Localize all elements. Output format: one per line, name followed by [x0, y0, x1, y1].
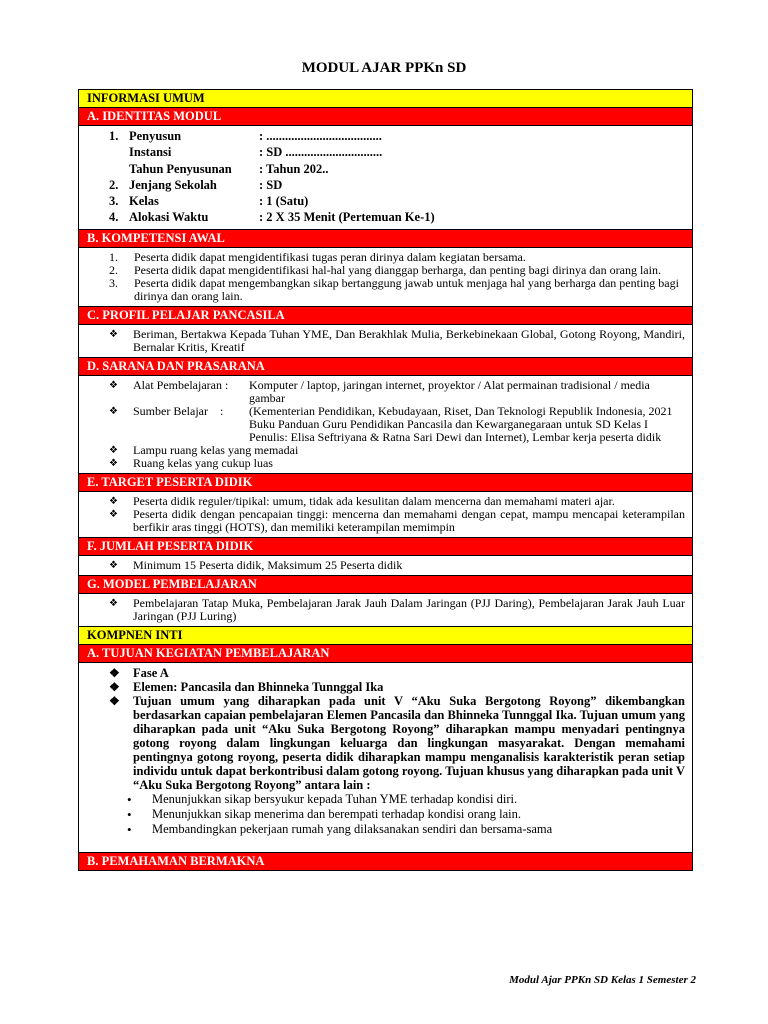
- section-komponen-inti: KOMPNEN INTI: [79, 627, 692, 645]
- tujuan-body: [79, 663, 692, 853]
- identitas-row: Instansi : SD ...............................: [129, 145, 383, 160]
- list-item: 2. Peserta didik dapat mengidentifikasi hal-hal yang dianggap berharga, dan penting bagi dirinya dan orang lain.: [109, 262, 661, 277]
- list-item: ❖ Beriman, Bertakwa Kepada Tuhan YME, Dan Berakhlak Mulia, Berkebinekaan Global, Gotong Royong, Mandiri, Bernalar Kritis, Kreatif: [109, 326, 685, 354]
- module-table: [78, 89, 693, 871]
- section-pemahaman-bermakna: B. PEMAHAMAN BERMAKNA: [79, 853, 692, 870]
- list-item: ❖ Elemen: Pancasila dan Bhinneka Tunnggal Ika: [109, 679, 384, 694]
- diamond-bullet-icon: ❖: [109, 597, 118, 609]
- list-item: • Menunjukkan sikap menerima dan berempati terhadap kondisi orang lain.: [127, 806, 521, 822]
- bullet-icon: •: [127, 791, 132, 807]
- list-item: • Menunjukkan sikap bersyukur kepada Tuhan YME terhadap kondisi diri.: [127, 791, 518, 807]
- document-title: MODUL AJAR PPKn SD: [301, 60, 467, 76]
- diamond-bullet-icon: ❖: [109, 328, 118, 340]
- sarana-body: [79, 376, 692, 474]
- target-body: [79, 492, 692, 538]
- list-item: 3. Peserta didik dapat mengembangkan sikap bertanggung jawab untuk menjaga hal yang berharga dan penting bagi dirinya dan orang lain.: [109, 275, 679, 303]
- diamond-bullet-icon: ❖: [109, 405, 118, 417]
- diamond-bullet-icon: ❖: [109, 559, 118, 571]
- section-model-pembelajaran: G. MODEL PEMBELAJARAN: [79, 576, 692, 594]
- diamond-bullet-icon: ❖: [109, 679, 120, 694]
- list-item: 1. Peserta didik dapat mengidentifikasi tugas peran dirinya dalam kegiatan bersama.: [109, 249, 526, 264]
- section-sarana-prasarana: D. SARANA DAN PRASARANA: [79, 358, 692, 376]
- kompetensi-awal-body: [79, 248, 692, 307]
- section-target-peserta: E. TARGET PESERTA DIDIK: [79, 474, 692, 492]
- section-kompetensi-awal: B. KOMPETENSI AWAL: [79, 230, 692, 248]
- profil-body: [79, 325, 692, 358]
- page-footer: Modul Ajar PPKn SD Kelas 1 Semester 2: [509, 974, 696, 986]
- list-item: ❖ Alat Pembelajaran : Komputer / laptop, jaringan internet, proyektor / Alat permainan tradisional / media gambar: [109, 377, 650, 405]
- section-identitas-modul: A. IDENTITAS MODUL: [79, 108, 692, 126]
- diamond-bullet-icon: ❖: [109, 693, 120, 708]
- diamond-bullet-icon: ❖: [109, 665, 120, 680]
- list-item: ❖ Lampu ruang kelas yang memadai: [109, 442, 299, 457]
- list-item: ❖ Fase A: [109, 665, 169, 680]
- identitas-row: 4. Alokasi Waktu : 2 X 35 Menit (Pertemuan Ke-1): [109, 210, 435, 225]
- diamond-bullet-icon: ❖: [109, 379, 118, 391]
- section-informasi-umum: INFORMASI UMUM: [79, 90, 692, 108]
- model-body: [79, 594, 692, 627]
- bullet-icon: •: [127, 806, 132, 822]
- section-profil-pelajar: C. PROFIL PELAJAR PANCASILA: [79, 307, 692, 325]
- list-item: • Membandingkan pekerjaan rumah yang dilaksanakan sendiri dan bersama-sama: [127, 821, 553, 837]
- identitas-row: 2. Jenjang Sekolah : SD: [109, 177, 283, 192]
- list-item: ❖ Peserta didik reguler/tipikal: umum, tidak ada kesulitan dalam mencerna dan memahami materi ajar.: [109, 493, 615, 508]
- diamond-bullet-icon: ❖: [109, 457, 118, 469]
- section-jumlah-peserta: F. JUMLAH PESERTA DIDIK: [79, 538, 692, 556]
- list-item: ❖ Tujuan umum yang diharapkan pada unit V “Aku Suka Bergotong Royong” dikembangkan berdasarkan capaian pembelajaran Elemen Pancasila dan Bhinneka Tunnggal Ika. Tujuan umum yang diharapkan pada unit “Aku Suka Bergotong Royong” diharapkan mampu menyadari pentingnya gotong royong dalam lingkungan keluarga dan lingkungan masyarakat. Dengan memahami pentingnya gotong royong, peserta didik diharapkan mampu menganalisis karakteristik peran setiap individu untuk dapat berkontribusi dalam gotong royong. Tujuan khusus yang diharapkan pada unit V “Aku Suka Bergotong Royong” antara lain :: [109, 693, 685, 792]
- section-tujuan-kegiatan: A. TUJUAN KEGIATAN PEMBELAJARAN: [79, 645, 692, 663]
- diamond-bullet-icon: ❖: [109, 444, 118, 456]
- list-item: ❖ Peserta didik dengan pencapaian tinggi: mencerna dan memahami dengan cepat, mampu mencapai keterampilan berfikir aras tinggi (HOTS), dan memiliki keterampilan memimpin: [109, 506, 685, 534]
- list-item: ❖ Sumber Belajar : (Kementerian Pendidikan, Kebudayaan, Riset, Dan Teknologi Republik Indonesia, 2021 Buku Panduan Guru Pendidikan Pancasila dan Kewarganegaraan untuk SD Kelas I Penulis: Elisa Seftriyana & Ratna Sari Dewi dan Internet), Lembar kerja peserta didik: [109, 403, 673, 444]
- list-item: ❖ Minimum 15 Peserta didik, Maksimum 25 Peserta didik: [109, 557, 403, 572]
- identitas-row: Tahun Penyusunan : Tahun 202..: [129, 161, 329, 176]
- bullet-icon: •: [127, 821, 132, 837]
- identitas-row: 1. Penyusun : .....................................: [109, 129, 382, 143]
- list-item: ❖ Ruang kelas yang cukup luas: [109, 455, 273, 470]
- identitas-row: 3. Kelas : 1 (Satu): [109, 194, 309, 209]
- jumlah-body: [79, 556, 692, 576]
- diamond-bullet-icon: ❖: [109, 508, 118, 520]
- diamond-bullet-icon: ❖: [109, 495, 118, 507]
- list-item: ❖ Pembelajaran Tatap Muka, Pembelajaran Jarak Jauh Dalam Jaringan (PJJ Daring), Pembelajaran Jarak Jauh Luar Jaringan (PJJ Luring): [109, 595, 685, 623]
- identitas-body: [79, 126, 692, 230]
